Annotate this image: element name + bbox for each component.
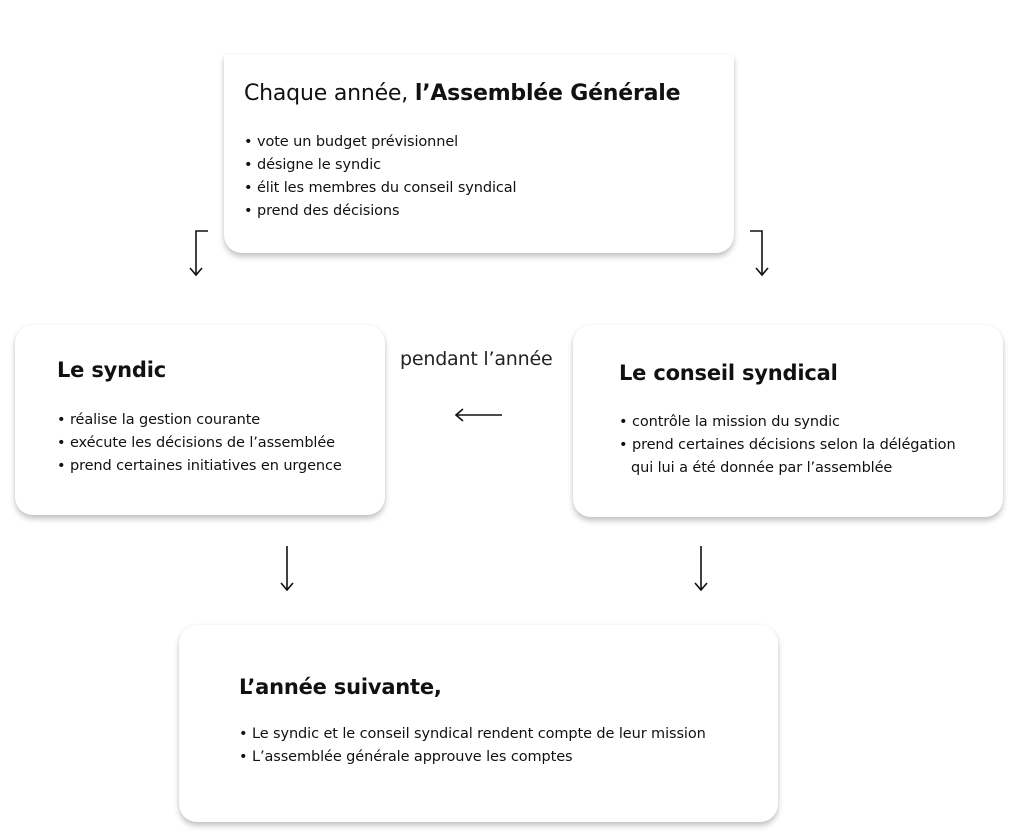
syndic-list [57,409,342,478]
arrow-ag-to-conseil [748,229,774,279]
list-item: • prend des décisions [244,200,516,223]
list-item: • vote un budget prévisionnel [244,131,516,154]
assemblee-title-prefix: Chaque année, [244,81,415,106]
list-item: • contrôle la mission du syndic [619,411,956,434]
assemblee-title [244,81,680,106]
list-item: • Le syndic et le conseil syndical rendent compte de leur mission [239,723,706,746]
assemblee-list [244,131,516,223]
assemblee-generale-card [224,55,734,253]
conseil-list [619,411,956,480]
list-item: • exécute les décisions de l’assemblée [57,432,342,455]
arrow-ag-to-syndic [186,229,212,279]
list-item: • L’assemblée générale approuve les comptes [239,746,706,769]
arrow-syndic-to-suivante [277,544,297,594]
during-year-label: pendant l’année [400,348,553,370]
list-item: • prend certaines décisions selon la délégation [619,434,956,457]
list-item: • réalise la gestion courante [57,409,342,432]
suivante-list [239,723,706,769]
list-item-continuation: qui lui a été donnée par l’assemblée [631,460,893,476]
annee-suivante-card [179,625,778,822]
arrow-conseil-to-suivante [691,544,711,594]
suivante-title: L’année suivante, [239,675,442,699]
list-item: • désigne le syndic [244,154,516,177]
conseil-syndical-card [573,325,1003,517]
arrow-conseil-to-syndic [453,405,505,425]
assemblee-title-bold: l’Assemblée Générale [414,81,681,106]
list-item: • prend certaines initiatives en urgence [57,455,342,478]
list-item: • élit les membres du conseil syndical [244,177,516,200]
syndic-card [15,325,385,515]
conseil-title: Le conseil syndical [619,361,838,385]
syndic-title: Le syndic [57,358,166,382]
